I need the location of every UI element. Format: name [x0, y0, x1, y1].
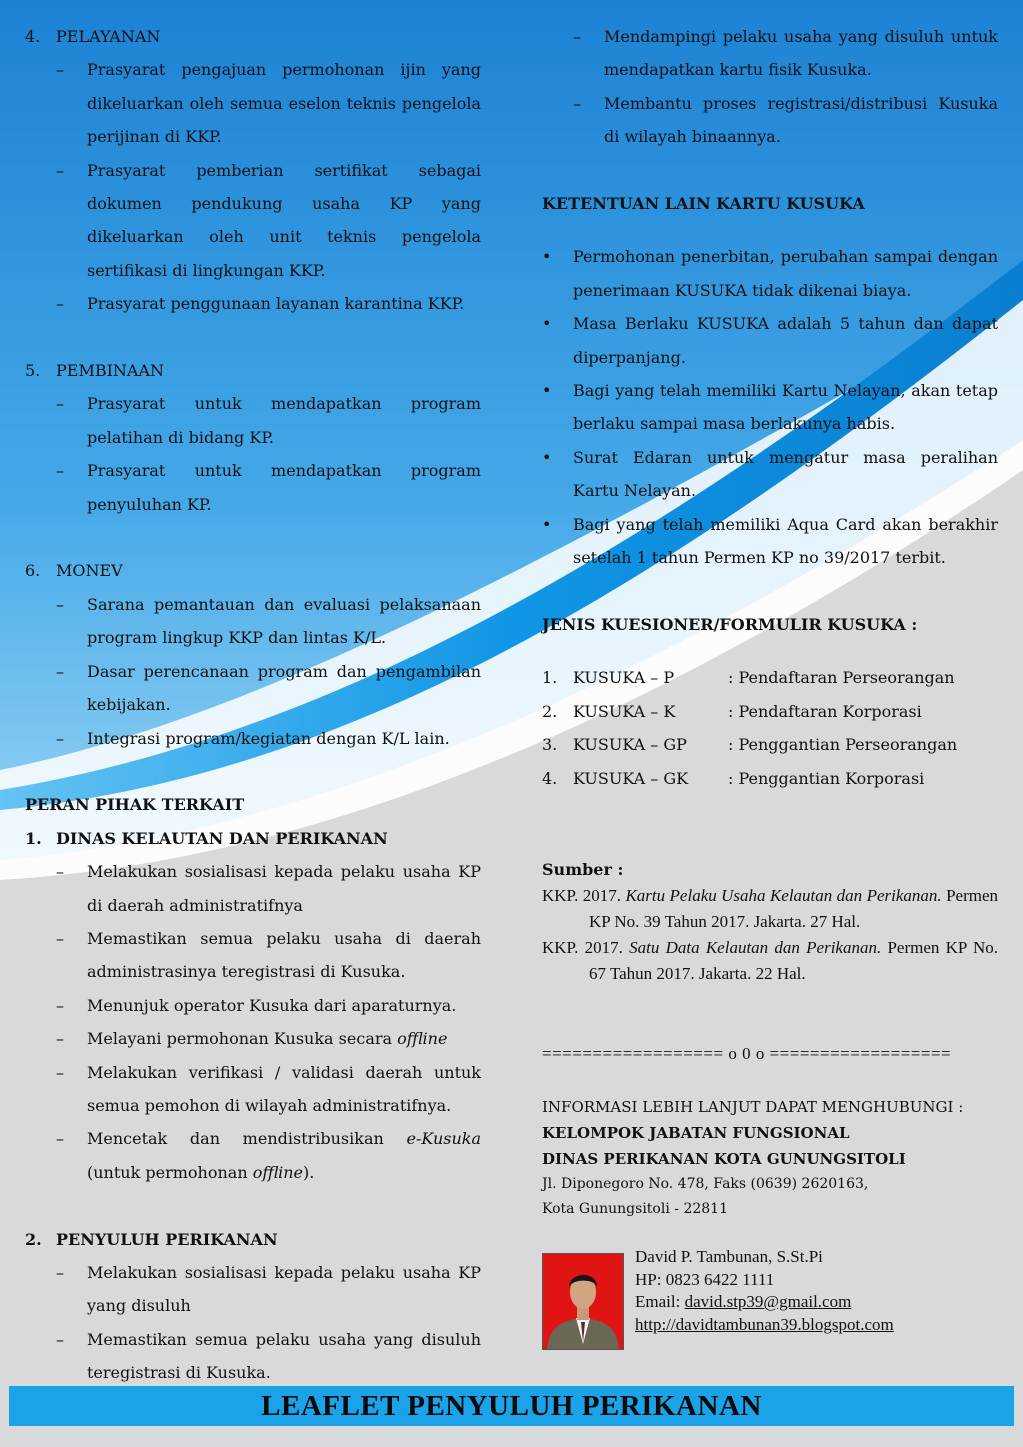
form-code: KUSUKA – GP	[573, 735, 687, 755]
email-label: Email:	[635, 1292, 685, 1312]
section-pembinaan-heading	[25, 354, 481, 387]
list-item: – Menunjuk operator Kusuka dari aparaturnya.	[25, 989, 481, 1022]
right-column	[542, 20, 998, 1336]
ref-text: Permen KP No. 39 Tahun 2017. Jakarta. 27 Hal.	[589, 885, 999, 931]
footer-title: LEAFLET PENYULUH PERIKANAN	[261, 1389, 762, 1422]
ref-text: KKP. 2017.	[542, 885, 626, 905]
bullet-item: • Permohonan penerbitan, perubahan sampai dengan penerimaan KUSUKA tidak dikenai biaya.	[542, 240, 998, 307]
bullet-item: • Bagi yang telah memiliki Aqua Card akan berakhir setelah 1 tahun Permen KP no 39/2017 terbit.	[542, 508, 998, 575]
bullet-item: • Surat Edaran untuk mengatur masa peralihan Kartu Nelayan.	[542, 441, 998, 508]
list-item: – Melakukan sosialisasi kepada pelaku usaha KP yang disuluh	[25, 1256, 481, 1323]
item-text: ).	[303, 1162, 315, 1182]
list-item: – Melakukan sosialisasi kepada pelaku usaha KP di daerah administratifnya	[25, 855, 481, 922]
email-link[interactable]: david.stp39@gmail.com	[684, 1292, 852, 1312]
ref-text: KKP. 2017.	[542, 937, 630, 957]
form-code: KUSUKA – K	[573, 701, 676, 721]
section-pelayanan-heading	[25, 20, 481, 53]
table-row	[542, 728, 957, 761]
form-code: KUSUKA – GK	[573, 768, 689, 788]
references	[542, 883, 998, 987]
address-line: Kota Gunungsitoli - 22811	[542, 1201, 728, 1218]
form-code: KUSUKA – P	[573, 668, 675, 688]
table-row	[542, 661, 957, 694]
section-number: 4.	[25, 27, 41, 46]
forms-table	[542, 661, 957, 795]
section-number: 2.	[25, 1229, 42, 1249]
monev-list	[25, 588, 481, 755]
row-number: 2.	[542, 701, 558, 721]
row-number: 3.	[542, 735, 558, 755]
section-number: 6.	[25, 561, 41, 581]
bullet-item: • Bagi yang telah memiliki Kartu Nelayan, akan tetap berlaku sampai masa berlakunya habis.	[542, 374, 998, 441]
kelompok-name: KELOMPOK JABATAN FUNGSIONAL	[542, 1124, 850, 1143]
list-item: – Melakukan verifikasi / validasi daerah untuk semua pemohon di wilayah administratifnya.	[25, 1056, 481, 1123]
section-title: DINAS KELAUTAN DAN PERIKANAN	[56, 828, 388, 848]
contact-email-line	[635, 1291, 998, 1314]
form-description: : Penggantian Perseorangan	[728, 735, 958, 755]
list-item: – Prasyarat penggunaan layanan karantina KKP.	[25, 287, 481, 320]
dinas-list	[25, 855, 481, 1189]
list-item: – Memastikan semua pelaku usaha yang disuluh teregistrasi di Kusuka.	[25, 1323, 481, 1390]
list-item: – Membantu proses registrasi/distribusi Kusuka di wilayah binaannya.	[542, 87, 998, 154]
list-item: – Prasyarat untuk mendapatkan program pelatihan di bidang KP.	[25, 387, 481, 454]
contact-block	[635, 1246, 998, 1336]
address-block	[542, 1172, 998, 1222]
ref-title: Kartu Pelaku Usaha Kelautan dan Perikanan.	[625, 885, 942, 905]
ketentuan-list	[542, 240, 998, 574]
section-number: 5.	[25, 361, 41, 381]
sumber-heading: Sumber :	[542, 859, 624, 879]
pelayanan-list	[25, 53, 481, 320]
reference-item	[542, 935, 998, 987]
reference-item	[542, 883, 998, 935]
list-item: – Dasar perencanaan program dan pengambilan kebijakan.	[25, 655, 481, 722]
table-row	[542, 695, 957, 728]
item-text: (untuk permohonan	[87, 1162, 253, 1182]
divider-line: ================== o 0 o ==================	[542, 1043, 952, 1063]
pembinaan-list	[25, 387, 481, 521]
contact-photo	[542, 1253, 624, 1350]
list-item: – Integrasi program/kegiatan dengan K/L lain.	[25, 722, 481, 755]
footer-title-bar	[9, 1386, 1014, 1426]
table-row	[542, 762, 957, 795]
item-text: Melayani permohonan Kusuka secara	[87, 1029, 398, 1049]
list-item: – Sarana pemantauan dan evaluasi pelaksanaan program lingkup KKP dan lintas K/L.	[25, 588, 481, 655]
form-description: : Pendaftaran Korporasi	[728, 701, 922, 721]
left-column	[25, 20, 481, 1390]
form-description: : Penggantian Korporasi	[728, 768, 925, 788]
list-item	[25, 1022, 481, 1055]
blog-link[interactable]: http://davidtambunan39.blogspot.com	[635, 1314, 894, 1334]
form-description: : Pendaftaran Perseorangan	[728, 668, 955, 688]
penyuluh-heading	[25, 1223, 481, 1256]
list-item: – Prasyarat pemberian sertifikat sebagai dokumen pendukung usaha KP yang dikeluarkan oleh unit teknis pengelola sertifikasi di lingkungan KKP.	[25, 154, 481, 288]
list-item	[25, 1122, 481, 1189]
dinas-heading	[25, 822, 481, 855]
contact-name: David P. Tambunan, S.St.Pi	[635, 1247, 823, 1267]
ref-title: Satu Data Kelautan dan Perikanan.	[629, 937, 882, 957]
list-item: – Mendampingi pelaku usaha yang disuluh untuk mendapatkan kartu fisik Kusuka.	[542, 20, 998, 87]
bullet-item: • Masa Berlaku KUSUKA adalah 5 tahun dan dapat diperpanjang.	[542, 307, 998, 374]
item-text: Mencetak dan mendistribusikan	[87, 1129, 407, 1149]
list-item: – Prasyarat pengajuan permohonan ijin yang dikeluarkan oleh semua eselon teknis pengelola perijinan di KKP.	[25, 53, 481, 153]
peran-heading: PERAN PIHAK TERKAIT	[25, 795, 245, 815]
info-block	[542, 1094, 998, 1172]
section-title: PEMBINAAN	[56, 361, 165, 381]
penyuluh-list-continued	[542, 20, 998, 154]
item-emphasis: e-Kusuka	[406, 1129, 481, 1149]
penyuluh-list	[25, 1256, 481, 1390]
section-title: PELAYANAN	[56, 27, 161, 46]
section-title: PENYULUH PERIKANAN	[56, 1229, 278, 1249]
list-item: – Memastikan semua pelaku usaha di daerah administrasinya teregistrasi di Kusuka.	[25, 922, 481, 989]
ref-text: Permen KP No. 67 Tahun 2017. Jakarta. 22 Hal.	[589, 937, 999, 983]
item-emphasis: offline	[252, 1162, 303, 1182]
address-line: Jl. Diponegoro No. 478, Faks (0639) 2620163,	[542, 1176, 869, 1193]
jenis-heading: JENIS KUESIONER/FORMULIR KUSUKA :	[542, 614, 918, 634]
section-title: MONEV	[56, 561, 123, 581]
section-number: 1.	[25, 828, 42, 848]
row-number: 1.	[542, 668, 558, 688]
list-item: – Prasyarat untuk mendapatkan program penyuluhan KP.	[25, 454, 481, 521]
dinas-name: DINAS PERIKANAN KOTA GUNUNGSITOLI	[542, 1150, 906, 1169]
info-line: INFORMASI LEBIH LANJUT DAPAT MENGHUBUNGI :	[542, 1098, 964, 1117]
item-emphasis: offline	[397, 1029, 448, 1049]
ketentuan-heading: KETENTUAN LAIN KARTU KUSUKA	[542, 194, 865, 214]
row-number: 4.	[542, 768, 558, 788]
contact-phone: HP: 0823 6422 1111	[635, 1269, 775, 1289]
section-monev-heading	[25, 554, 481, 587]
